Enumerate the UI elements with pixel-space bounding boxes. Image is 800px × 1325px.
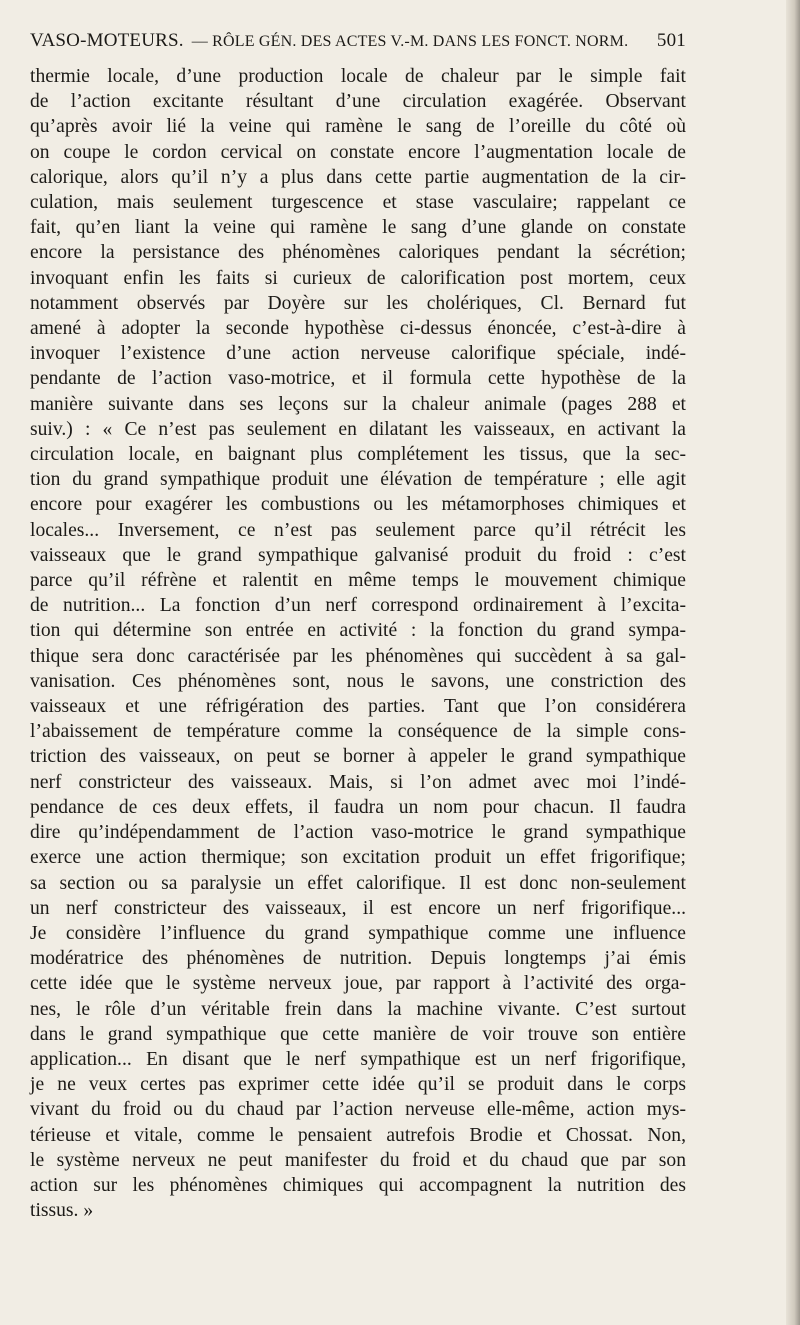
text-line: on coupe le cordon cervical on constate encore l’augmentation locale de [30, 141, 686, 163]
text-line: tion du grand sympathique produit une élévation de température ; elle agit [30, 469, 686, 491]
text-line: vanisation. Ces phénomènes sont, nous le savons, une constriction des [30, 670, 686, 692]
text-line: tion qui détermine son entrée en activité : la fonction du grand sympa- [30, 620, 686, 642]
running-head-section: VASO-MOTEURS. [30, 30, 184, 51]
text-line: parce qu’il réfrène et ralentit en même temps le mouvement chimique [30, 570, 686, 592]
text-line: vaisseaux que le grand sympathique galvanisé produit du froid : c’est [30, 544, 686, 566]
text-line: vaisseaux et une réfrigération des parties. Tant que l’on considérera [30, 696, 686, 718]
text-line: notamment observés par Doyère sur les cholériques, Cl. Bernard fut [30, 292, 686, 314]
text-line: triction des vaisseaux, on peut se borner à appeler le grand sympathique [30, 746, 686, 768]
text-line: le système nerveux ne peut manifester du froid et du chaud que par son [30, 1149, 686, 1171]
text-line: exerce une action thermique; son excitation produit un effet frigorifique; [30, 847, 686, 869]
body-paragraph [30, 64, 686, 1223]
text-line: fait, qu’en liant la veine qui ramène le sang d’une glande on constate [30, 217, 686, 239]
text-line: amené à adopter la seconde hypothèse ci-dessus énoncée, c’est-à-dire à [30, 318, 686, 340]
running-head-title [184, 33, 657, 51]
text-line: circulation locale, en baignant plus complétement les tissus, que la sec- [30, 444, 686, 466]
text-line: thique sera donc caractérisée par les phénomènes qui succèdent à sa gal- [30, 645, 686, 667]
text-line: invoquant enfin les faits si curieux de calorification post mortem, ceux [30, 267, 686, 289]
text-line: l’abaissement de température comme la conséquence de la simple cons- [30, 721, 686, 743]
text-line: thermie locale, d’une production locale de chaleur par le simple fait [30, 66, 686, 87]
text-line: Je considère l’influence du grand sympathique comme une influence [30, 922, 686, 944]
text-line: suiv.) : « Ce n’est pas seulement en dilatant les vaisseaux, en activant la [30, 418, 686, 440]
text-line: je ne veux certes pas exprimer cette idée qu’il se produit dans le corps [30, 1074, 686, 1096]
text-line: locales... Inversement, ce n’est pas seulement parce qu’il rétrécit les [30, 519, 686, 541]
text-line: culation, mais seulement turgescence et stase vasculaire; rappelant ce [30, 192, 686, 214]
running-head-subtitle: RÔLE GÉN. DES ACTES V.-M. DANS LES FONCT. NORM. [212, 33, 629, 50]
text-line: action sur les phénomènes chimiques qui accompagnent la nutrition des [30, 1174, 686, 1196]
text-line: qu’après avoir lié la veine qui ramène le sang de l’oreille du côté où [30, 116, 686, 138]
text-line: manière suivante dans ses leçons sur la chaleur animale (pages 288 et [30, 393, 686, 415]
text-line: vivant du froid ou du chaud par l’action nerveuse elle-même, action mys- [30, 1099, 686, 1121]
running-head [30, 30, 686, 64]
text-line: pendante de l’action vaso-motrice, et il formula cette hypothèse de la [30, 368, 686, 390]
text-line: dans le grand sympathique que cette manière de voir trouve son entière [30, 1023, 686, 1045]
page-number: 501 [656, 30, 686, 51]
text-line: térieuse et vitale, comme le pensaient autrefois Brodie et Chossat. Non, [30, 1124, 686, 1146]
text-line: tissus. » [30, 1200, 94, 1222]
text-line: dire qu’indépendamment de l’action vaso-motrice le grand sympathique [30, 822, 686, 844]
text-line: encore la persistance des phénomènes caloriques pendant la sécrétion; [30, 242, 686, 264]
text-line: calorique, alors qu’il n’y a plus dans cette partie augmentation de la cir- [30, 166, 686, 188]
running-head-dash: — [191, 33, 208, 50]
text-line: nes, le rôle d’un véritable frein dans la machine vivante. C’est surtout [30, 998, 686, 1020]
text-line: cette idée que le système nerveux joue, par rapport à l’activité des orga- [30, 973, 686, 995]
text-line: pendance de ces deux effets, il faudra un nom pour chacun. Il faudra [30, 796, 686, 818]
book-page [30, 30, 686, 1223]
text-line: de nutrition... La fonction d’un nerf correspond ordinairement à l’excita- [30, 595, 686, 617]
text-line: un nerf constricteur des vaisseaux, il est encore un nerf frigorifique... [30, 897, 686, 919]
text-line: de l’action excitante résultant d’une circulation exagérée. Observant [30, 91, 686, 113]
text-line: encore pour exagérer les combustions ou les métamorphoses chimiques et [30, 494, 686, 516]
text-line: modératrice des phénomènes de nutrition. Depuis longtemps j’ai émis [30, 948, 686, 970]
page-edge-shadow [786, 0, 800, 1325]
text-line: invoquer l’existence d’une action nerveuse calorifique spéciale, indé- [30, 343, 686, 365]
text-line: nerf constricteur des vaisseaux. Mais, si l’on admet avec moi l’indé- [30, 771, 686, 793]
text-line: sa section ou sa paralysie un effet calorifique. Il est donc non-seulement [30, 872, 686, 894]
text-line: application... En disant que le nerf sympathique est un nerf frigorifique, [30, 1048, 686, 1070]
